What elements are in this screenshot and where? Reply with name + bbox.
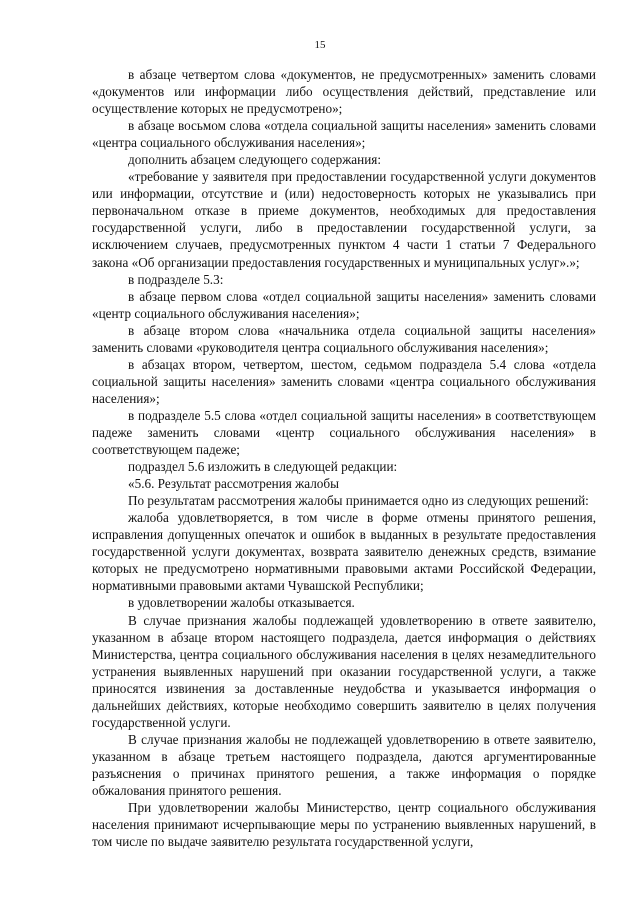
page-number: 15 [314, 39, 326, 51]
paragraph: в абзаце четвертом слова «документов, не предусмотренных» заменить словами «документов или информации либо осуществления действий, представление или осуществление которых не предусмотрено»; [92, 67, 596, 117]
paragraph: в абзаце восьмом слова «отдела социальной защиты населения» заменить словами «центра социального обслуживания населения»; [92, 118, 596, 151]
paragraph: дополнить абзацем следующего содержания: [128, 152, 382, 168]
paragraph: подраздел 5.6 изложить в следующей редакции: [128, 459, 398, 475]
paragraph: в подразделе 5.3: [128, 271, 224, 287]
paragraph: в абзаце первом слова «отдел социальной защиты населения» заменить словами «центр социального обслуживания населения»; [92, 288, 596, 321]
paragraph: в абзацах втором, четвертом, шестом, седьмом подраздела 5.4 слова «отдела социальной защиты населения» заменить словами «центра социального обслуживания населения»; [92, 356, 596, 406]
paragraph: В случае признания жалобы не подлежащей удовлетворению в ответе заявителю, указанном в абзаце третьем настоящего подраздела, даются аргументированные разъяснения о причинах принятого решения, а также информация о порядке обжалования принятого решения. [92, 731, 596, 798]
paragraph: При удовлетворении жалобы Министерство, центр социального обслуживания населения принимают исчерпывающие меры по устранению выявленных нарушений, в том числе по выдаче заявителю результата государственной услуги, [92, 800, 596, 850]
paragraph: В случае признания жалобы подлежащей удовлетворению в ответе заявителю, указанном в абзаце втором настоящего подраздела, дается информация о действиях Министерства, центра социального обслуживания населения в целях незамедлительного устранения выявленных нарушений при оказании государственной услуги, а также приносятся извинения за доставленные неудобства и указывается информация о дальнейших действиях, которые необходимо совершить заявителю в целях получения государственной услуги. [92, 612, 596, 730]
paragraph: «требование у заявителя при предоставлении государственной услуги документов или информации, отсутствие и (или) недостоверность которых не указывались при первоначальном отказе в приеме документов, необходимых для предоставления государственной услуги, либо в предоставлении государственной услуги, за исключением случаев, предусмотренных пунктом 4 части 1 статьи 7 Федерального закона «Об организации предоставления государственных и муниципальных услуг».»; [92, 169, 596, 270]
paragraph: По результатам рассмотрения жалобы принимается одно из следующих решений: [128, 493, 589, 509]
paragraph: жалоба удовлетворяется, в том числе в форме отмены принятого решения, исправления допущенных опечаток и ошибок в выданных в результате предоставления государственной услуги документах, возврата заявителю денежных средств, взимание которых не предусмотрено нормативными правовыми актами Российской Федерации, нормативными правовыми актами Чувашской Республики; [92, 510, 596, 594]
section-heading: «5.6. Результат рассмотрения жалобы [128, 476, 339, 492]
paragraph: в подразделе 5.5 слова «отдел социальной защиты населения» в соответствующем падеже заменить словами «центр социального обслуживания населения» в соответствующем падеже; [92, 407, 596, 458]
paragraph: в удовлетворении жалобы отказывается. [128, 595, 355, 611]
paragraph: в абзаце втором слова «начальника отдела социальной защиты населения» заменить словами «руководителя центра социального обслуживания населения»; [92, 322, 596, 355]
document-body [92, 66, 596, 850]
